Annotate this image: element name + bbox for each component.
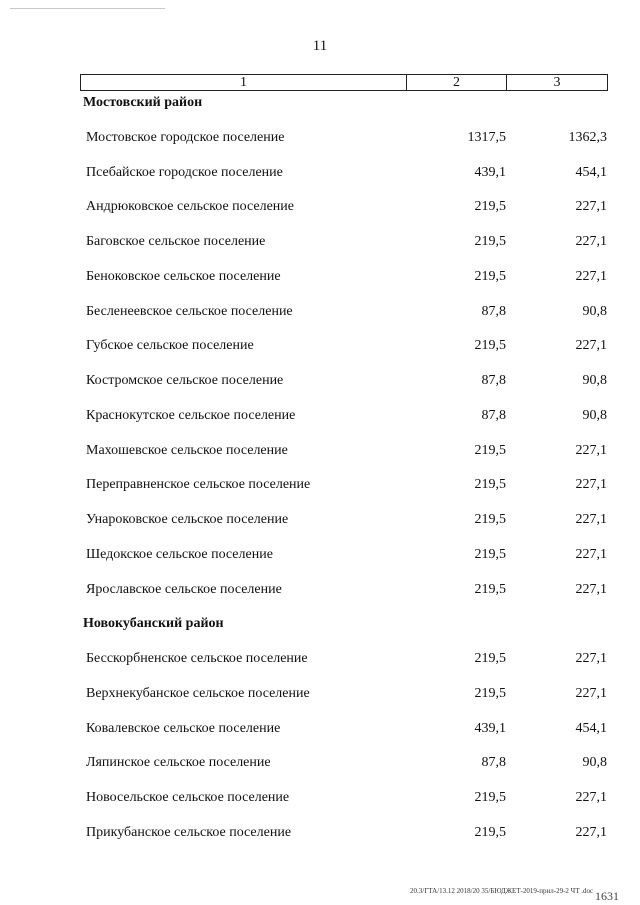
header-cell-col1: 1 — [81, 75, 407, 90]
value-col2: 219,5 — [474, 512, 506, 527]
table-row — [0, 234, 640, 254]
value-col3: 227,1 — [575, 546, 607, 562]
value-col3: 1362,3 — [568, 129, 607, 145]
value-col3: 227,1 — [575, 268, 607, 284]
value-col2: 219,5 — [474, 477, 506, 493]
value-col2: 219,5 — [474, 234, 506, 249]
value-col2: 219,5 — [474, 685, 506, 701]
table-row — [0, 651, 640, 671]
table-row — [0, 755, 640, 775]
settlement-name: Баговское сельское поселение — [86, 234, 266, 249]
table-row — [0, 790, 640, 810]
value-col3: 90,8 — [582, 407, 607, 423]
value-col3: 90,8 — [582, 303, 607, 319]
footer-filepath: 20.3/ГТА/13.12 2018/20 35/БЮДЖЕТ-2019-прил-29-2 ЧТ .doc — [410, 887, 594, 895]
value-col3: 227,1 — [575, 338, 607, 354]
value-col2: 219,5 — [474, 581, 506, 597]
settlement-name: Унароковское сельское поселение — [86, 512, 289, 527]
district-name: Мостовский район — [83, 95, 203, 110]
settlement-name: Прикубанское сельское поселение — [86, 824, 292, 840]
value-col3: 227,1 — [575, 442, 607, 458]
settlement-name: Беноковское сельское поселение — [86, 268, 281, 284]
settlement-name: Махошевское сельское поселение — [86, 442, 288, 458]
value-col3: 227,1 — [575, 824, 607, 840]
settlement-name: Губское сельское поселение — [86, 338, 254, 354]
value-col3: 90,8 — [582, 373, 607, 388]
table-row — [0, 130, 640, 150]
district-heading — [0, 616, 640, 636]
value-col2: 219,5 — [474, 199, 506, 215]
value-col2: 87,8 — [481, 407, 506, 423]
value-col2: 439,1 — [474, 720, 506, 736]
settlement-name: Шедокское сельское поселение — [86, 546, 273, 562]
table-row — [0, 373, 640, 393]
value-col2: 219,5 — [474, 268, 506, 284]
settlement-name: Ярославское сельское поселение — [86, 581, 282, 597]
settlement-name: Костромское сельское поселение — [86, 373, 284, 388]
table-row — [0, 408, 640, 428]
table-row — [0, 547, 640, 567]
value-col2: 219,5 — [474, 338, 506, 354]
table-row — [0, 269, 640, 289]
value-col3: 227,1 — [575, 685, 607, 701]
settlement-name: Мостовское городское поселение — [86, 129, 285, 145]
table-row — [0, 338, 640, 358]
settlement-name: Верхнекубанское сельское поселение — [86, 685, 310, 701]
value-col3: 227,1 — [575, 234, 607, 249]
settlement-name: Ляпинское сельское поселение — [86, 755, 271, 771]
table-row — [0, 199, 640, 219]
table-row — [0, 477, 640, 497]
district-heading — [0, 95, 640, 115]
value-col2: 439,1 — [474, 164, 506, 180]
settlement-name: Бесскорбненское сельское поселение — [86, 651, 308, 666]
district-name: Новокубанский район — [83, 616, 224, 632]
value-col2: 219,5 — [474, 824, 506, 840]
table-row — [0, 443, 640, 463]
value-col2: 219,5 — [474, 442, 506, 458]
value-col2: 87,8 — [481, 373, 506, 388]
value-col2: 219,5 — [474, 651, 506, 666]
value-col2: 219,5 — [474, 546, 506, 562]
header-cell-col3: 3 — [553, 75, 561, 90]
value-col3: 454,1 — [575, 164, 607, 180]
settlement-name: Андрюковское сельское поселение — [86, 199, 294, 215]
value-col2: 87,8 — [481, 755, 506, 771]
table-row — [0, 721, 640, 741]
footer-page-mark: 1631 — [595, 889, 619, 903]
settlement-name: Псебайское городское поселение — [86, 164, 283, 180]
settlement-name: Ковалевское сельское поселение — [86, 720, 281, 736]
value-col3: 227,1 — [575, 477, 607, 493]
table-row — [0, 512, 640, 532]
value-col3: 90,8 — [582, 755, 607, 771]
value-col3: 227,1 — [575, 790, 607, 805]
table-row — [0, 825, 640, 845]
value-col2: 1317,5 — [467, 129, 506, 145]
settlement-name: Переправненское сельское поселение — [86, 477, 311, 493]
value-col3: 227,1 — [575, 581, 607, 597]
value-col3: 227,1 — [575, 651, 607, 666]
table-row — [0, 165, 640, 185]
value-col3: 227,1 — [575, 199, 607, 215]
table-row — [0, 686, 640, 706]
value-col3: 227,1 — [575, 512, 607, 527]
settlement-name: Краснокутское сельское поселение — [86, 407, 296, 423]
value-col2: 87,8 — [481, 303, 506, 319]
value-col2: 219,5 — [474, 790, 506, 805]
settlement-name: Новосельское сельское поселение — [86, 790, 290, 805]
settlement-name: Бесленеевское сельское поселение — [86, 303, 293, 319]
value-col3: 454,1 — [575, 720, 607, 736]
table-row — [0, 582, 640, 602]
table-row — [0, 304, 640, 324]
page-number: 11 — [312, 38, 328, 54]
header-cell-col2: 2 — [407, 75, 507, 90]
